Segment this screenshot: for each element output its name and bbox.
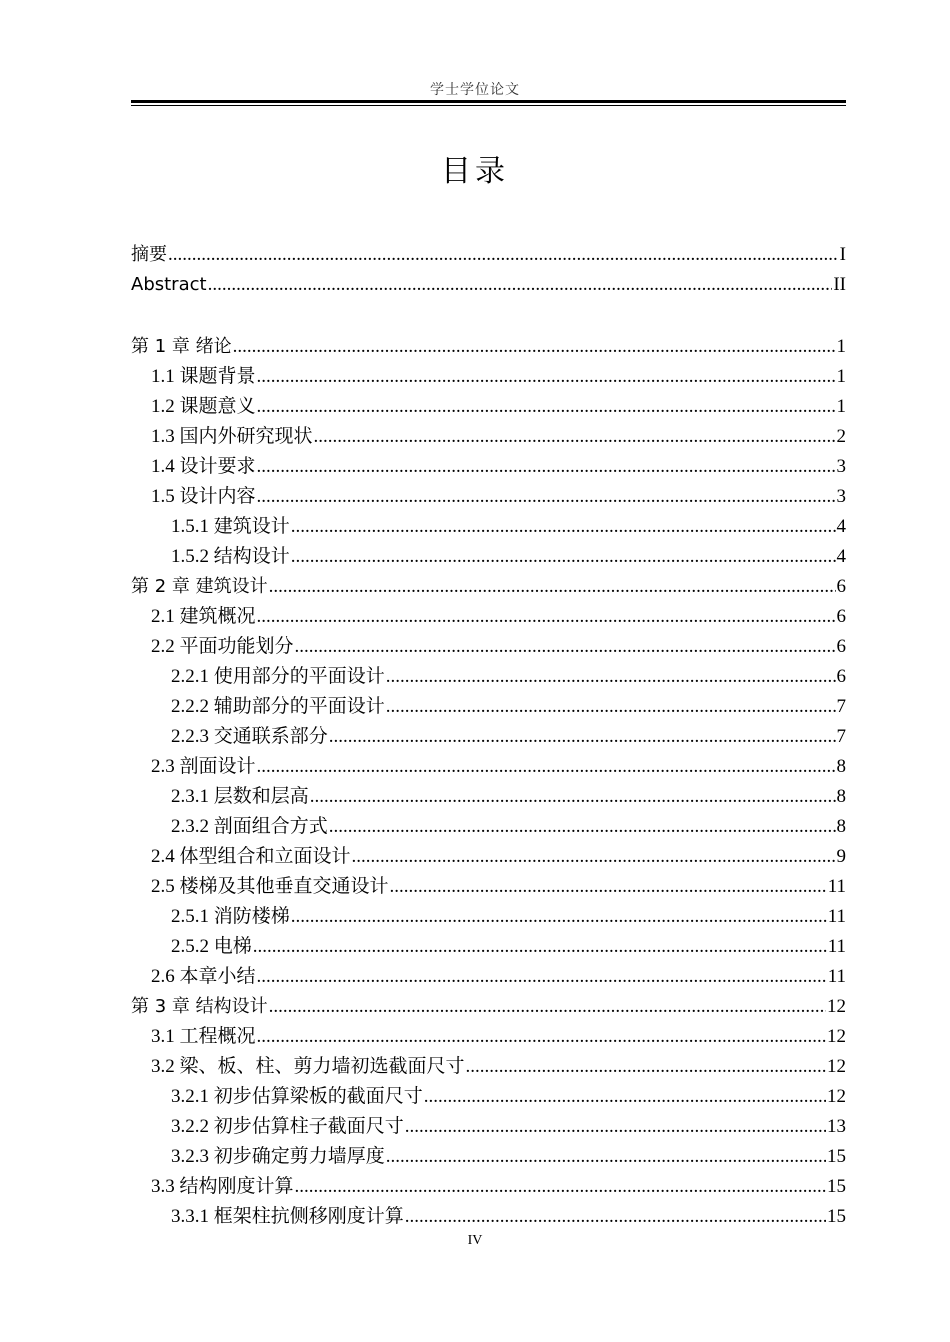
toc-entry-label: 2.6 本章小结 (151, 966, 256, 987)
toc-entry-label: 2.3 剖面设计 (151, 756, 256, 777)
toc-leader-dots (310, 782, 836, 812)
toc-entry-page: 12 (827, 1056, 846, 1077)
toc-entry[interactable] (131, 512, 846, 542)
toc-entry-label: 1.4 设计要求 (151, 456, 256, 477)
toc-leader-dots (424, 1082, 826, 1112)
toc-entry[interactable] (131, 1022, 846, 1052)
toc-entry-page: 8 (836, 816, 846, 837)
toc-leader-dots (405, 1202, 826, 1232)
table-of-contents (131, 240, 846, 1232)
toc-leader-dots (257, 482, 836, 512)
toc-entry-page: I (839, 244, 846, 265)
toc-entry-label: 2.3.2 剖面组合方式 (171, 816, 328, 837)
toc-entry[interactable] (131, 632, 846, 662)
toc-entry-page: 1 (836, 396, 846, 417)
toc-entry-page: 11 (827, 906, 846, 927)
toc-entry-label: 3.2 梁、板、柱、剪力墙初选截面尺寸 (151, 1056, 465, 1077)
toc-leader-dots (208, 270, 833, 300)
toc-leader-dots (269, 572, 836, 602)
toc-entry-label: 第 1 章 绪论 (131, 336, 232, 357)
toc-entry-label: 2.5 楼梯及其他垂直交通设计 (151, 876, 389, 897)
toc-entry-label: 1.2 课题意义 (151, 396, 256, 417)
toc-entry-label: 2.3.1 层数和层高 (171, 786, 309, 807)
toc-entry-label: 2.2.2 辅助部分的平面设计 (171, 696, 385, 717)
toc-entry[interactable] (131, 332, 846, 362)
toc-entry-page: 4 (836, 516, 846, 537)
toc-entry-page: 12 (827, 1026, 846, 1047)
toc-leader-dots (291, 512, 836, 542)
toc-leader-dots (257, 962, 827, 992)
toc-leader-dots (168, 240, 839, 270)
toc-entry-label: 第 3 章 结构设计 (131, 996, 268, 1017)
toc-entry-label: 摘要 (131, 244, 167, 265)
toc-entry-label: 3.2.1 初步估算梁板的截面尺寸 (171, 1086, 423, 1107)
toc-leader-dots (269, 992, 826, 1022)
toc-leader-dots (257, 1022, 826, 1052)
toc-entry[interactable] (131, 692, 846, 722)
toc-entry-page: 15 (827, 1176, 846, 1197)
toc-entry-page: 6 (836, 636, 846, 657)
toc-entry-label: 1.5.1 建筑设计 (171, 516, 290, 537)
toc-entry[interactable] (131, 902, 846, 932)
toc-leader-dots (257, 452, 836, 482)
toc-leader-dots (405, 1112, 826, 1142)
toc-entry[interactable] (131, 872, 846, 902)
toc-entry-page: 12 (827, 996, 846, 1017)
toc-entry[interactable] (131, 1172, 846, 1202)
toc-entry-label: 2.2.1 使用部分的平面设计 (171, 666, 385, 687)
toc-entry-label: 2.5.2 电梯 (171, 936, 252, 957)
toc-leader-dots (295, 632, 836, 662)
toc-entry-label: 2.2 平面功能划分 (151, 636, 294, 657)
toc-entry[interactable] (131, 932, 846, 962)
toc-leader-dots (390, 872, 827, 902)
toc-entry[interactable] (131, 752, 846, 782)
toc-entry-label: 1.3 国内外研究现状 (151, 426, 313, 447)
toc-entry-page: 3 (836, 456, 846, 477)
toc-entry-page: 8 (836, 786, 846, 807)
toc-entry[interactable] (131, 722, 846, 752)
toc-entry-page: 11 (827, 966, 846, 987)
toc-leader-dots (233, 332, 836, 362)
toc-entry[interactable] (131, 572, 846, 602)
header-rule-thick (131, 100, 846, 103)
toc-entry[interactable] (131, 422, 846, 452)
toc-leader-dots (253, 932, 827, 962)
toc-entry[interactable] (131, 782, 846, 812)
toc-entry-label: 2.1 建筑概况 (151, 606, 256, 627)
toc-entry[interactable] (131, 1052, 846, 1082)
toc-entry-page: II (833, 274, 846, 295)
toc-leader-dots (386, 1142, 826, 1172)
toc-entry-page: 8 (836, 756, 846, 777)
toc-leader-dots (329, 722, 836, 752)
toc-entry-label: 1.1 课题背景 (151, 366, 256, 387)
toc-entry-page: 1 (836, 336, 846, 357)
toc-entry-page: 9 (836, 846, 846, 867)
toc-leader-dots (291, 542, 836, 572)
toc-entry-page: 6 (836, 666, 846, 687)
toc-entry-page: 6 (836, 576, 846, 597)
toc-entry-page: 3 (836, 486, 846, 507)
toc-entry-label: Abstract (131, 274, 207, 295)
toc-entry-label: 2.2.3 交通联系部分 (171, 726, 328, 747)
toc-entry[interactable] (131, 392, 846, 422)
toc-entry-label: 2.4 体型组合和立面设计 (151, 846, 351, 867)
toc-entry-page: 15 (827, 1146, 846, 1167)
toc-entry-page: 15 (827, 1206, 846, 1227)
toc-leader-dots (314, 422, 836, 452)
toc-leader-dots (466, 1052, 826, 1082)
header-rule-thin (131, 105, 846, 106)
toc-entry-label: 3.3.1 框架柱抗侧移刚度计算 (171, 1206, 404, 1227)
page-number: IV (467, 1233, 483, 1248)
toc-entry[interactable] (131, 662, 846, 692)
toc-entry-label: 3.2.2 初步估算柱子截面尺寸 (171, 1116, 404, 1137)
toc-leader-dots (257, 752, 836, 782)
toc-entry-page: 7 (836, 726, 846, 747)
toc-leader-dots (386, 662, 836, 692)
toc-entry-page: 2 (836, 426, 846, 447)
toc-entry[interactable] (131, 270, 846, 300)
toc-entry[interactable] (131, 1202, 846, 1232)
running-header: 学士学位论文 (430, 83, 520, 98)
toc-entry-label: 3.3 结构刚度计算 (151, 1176, 294, 1197)
toc-leader-dots (295, 1172, 826, 1202)
toc-entry[interactable] (131, 1082, 846, 1112)
toc-entry[interactable] (131, 362, 846, 392)
toc-entry-label: 3.1 工程概况 (151, 1026, 256, 1047)
toc-entry-page: 1 (836, 366, 846, 387)
toc-entry[interactable] (131, 992, 846, 1022)
toc-entry[interactable] (131, 602, 846, 632)
toc-entry-label: 3.2.3 初步确定剪力墙厚度 (171, 1146, 385, 1167)
toc-leader-dots (257, 362, 836, 392)
toc-entry[interactable] (131, 962, 846, 992)
toc-entry-page: 7 (836, 696, 846, 717)
toc-entry-label: 第 2 章 建筑设计 (131, 576, 268, 597)
page-title: 目录 (441, 154, 509, 189)
toc-leader-dots (291, 902, 827, 932)
toc-leader-dots (329, 812, 836, 842)
toc-leader-dots (257, 392, 836, 422)
toc-leader-dots (386, 692, 836, 722)
toc-leader-dots (257, 602, 836, 632)
toc-entry-page: 12 (827, 1086, 846, 1107)
toc-entry-label: 1.5 设计内容 (151, 486, 256, 507)
toc-entry-page: 11 (827, 876, 846, 897)
toc-entry-label: 1.5.2 结构设计 (171, 546, 290, 567)
toc-entry[interactable] (131, 812, 846, 842)
toc-entry-label: 2.5.1 消防楼梯 (171, 906, 290, 927)
toc-entry-page: 6 (836, 606, 846, 627)
toc-entry[interactable] (131, 482, 846, 512)
toc-entry[interactable] (131, 452, 846, 482)
toc-leader-dots (352, 842, 836, 872)
toc-entry-page: 13 (827, 1116, 846, 1137)
toc-entry[interactable] (131, 240, 846, 270)
toc-entry[interactable] (131, 542, 846, 572)
toc-entry-page: 4 (836, 546, 846, 567)
toc-entry-page: 11 (827, 936, 846, 957)
toc-entry[interactable] (131, 842, 846, 872)
toc-entry[interactable] (131, 1112, 846, 1142)
toc-entry[interactable] (131, 1142, 846, 1172)
